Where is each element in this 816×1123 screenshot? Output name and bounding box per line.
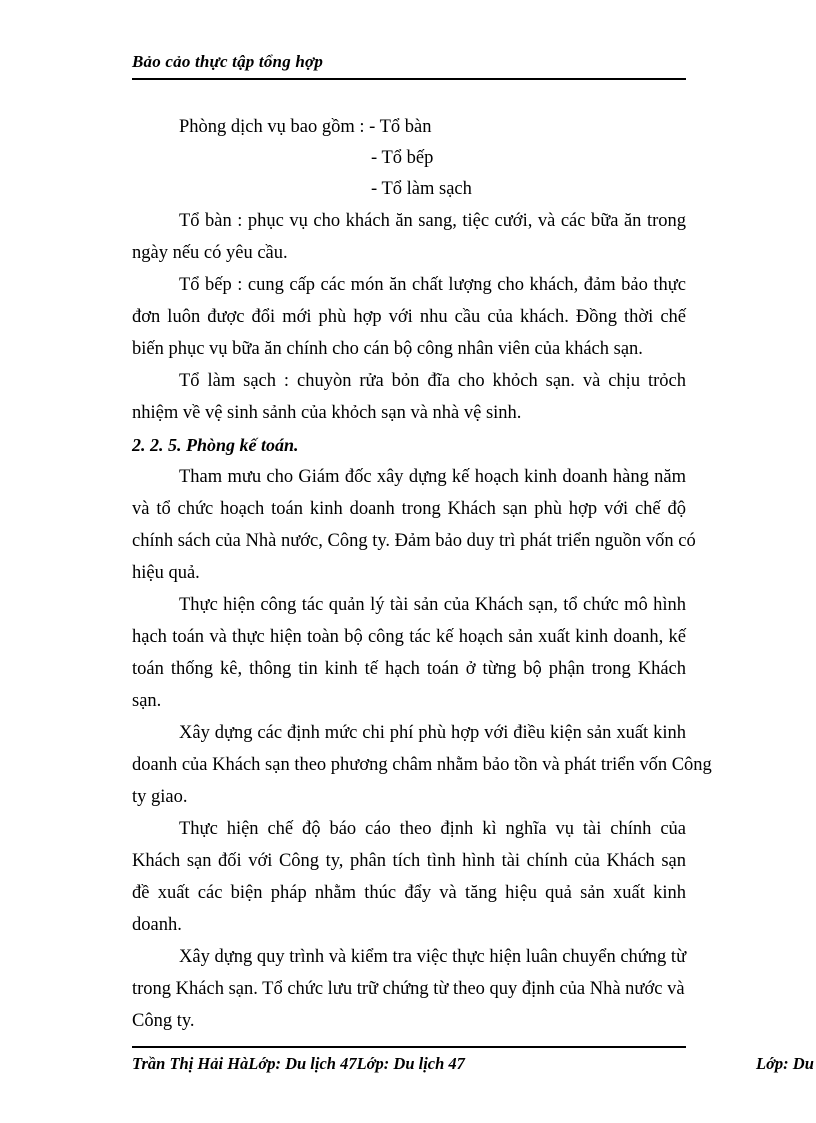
paragraph-line: toán thống kê, thông tin kinh tế hạch toán ở từng bộ phận trong Khách (132, 659, 686, 679)
paragraph-line: - Tổ làm sạch (371, 179, 472, 199)
paragraph-line: Xây dựng các định mức chi phí phù hợp với điều kiện sản xuất kinh (179, 723, 686, 743)
paragraph-line: biến phục vụ bữa ăn chính cho cán bộ công nhân viên của khách sạn. (132, 339, 643, 359)
paragraph-line: chính sách của Nhà nước, Công ty. Đảm bảo duy trì phát triển nguồn vốn có (132, 531, 696, 551)
paragraph-line: ty giao. (132, 787, 188, 807)
paragraph-line: hạch toán và thực hiện toàn bộ công tác kế hoạch sản xuất kinh doanh, kế (132, 627, 686, 647)
header-title: Bảo cảo thực tập tổng hợp (132, 52, 324, 71)
paragraph-line: Tham mưu cho Giám đốc xây dựng kế hoạch kinh doanh hàng năm (179, 467, 686, 487)
paragraph-line: Công ty. (132, 1011, 195, 1031)
footer-class: Lớp: Du (756, 1054, 814, 1073)
paragraph-line: đề xuất các biện pháp nhằm thúc đẩy và tăng hiệu quả sản xuất kinh (132, 883, 686, 903)
page-header (132, 50, 686, 80)
paragraph-line: Tổ làm sạch : chuyòn rửa bỏn đĩa cho khỏch sạn. và chịu trỏch (179, 371, 686, 391)
paragraph-line: hiệu quả. (132, 563, 200, 583)
paragraph-line: Thực hiện công tác quản lý tài sản của Khách sạn, tổ chức mô hình (179, 595, 686, 615)
paragraph-line: Xây dựng quy trình và kiểm tra việc thực hiện luân chuyển chứng từ (179, 947, 687, 967)
footer-rule (132, 1046, 686, 1048)
paragraph-line: trong Khách sạn. Tổ chức lưu trữ chứng từ theo quy định của Nhà nước và (132, 979, 685, 999)
footer-author: Trần Thị Hải HàLớp: Du lịch 47Lớp: Du lịch 47 (132, 1054, 465, 1073)
paragraph-line: Tổ bàn : phục vụ cho khách ăn sang, tiệc cưới, và các bữa ăn trong (179, 211, 686, 231)
paragraph-line: ngày nếu có yêu cầu. (132, 243, 288, 263)
paragraph-line: sạn. (132, 691, 162, 711)
paragraph-line: Thực hiện chế độ báo cáo theo định kì nghĩa vụ tài chính của (179, 819, 686, 839)
paragraph-line: nhiệm về vệ sinh sảnh của khỏch sạn và nhà vệ sinh. (132, 403, 522, 423)
paragraph-line: doanh. (132, 915, 182, 935)
section-heading: 2. 2. 5. Phòng kế toán. (132, 435, 299, 455)
paragraph-line: đơn luôn được đổi mới phù hợp với nhu cầu của khách. Đồng thời chế (132, 307, 686, 327)
paragraph-line: và tổ chức hoạch toán kinh doanh trong Khách sạn phù hợp với chế độ (132, 499, 686, 519)
paragraph-line: Khách sạn đối với Công ty, phân tích tình hình tài chính của Khách sạn (132, 851, 686, 871)
paragraph-line: Tổ bếp : cung cấp các món ăn chất lượng cho khách, đảm bảo thực (179, 275, 686, 295)
paragraph-line: - Tổ bếp (371, 148, 434, 168)
paragraph-line: doanh của Khách sạn theo phương châm nhằm bảo tồn và phát triển vốn Công (132, 755, 712, 775)
paragraph-line: Phòng dịch vụ bao gồm : - Tổ bàn (179, 117, 432, 137)
